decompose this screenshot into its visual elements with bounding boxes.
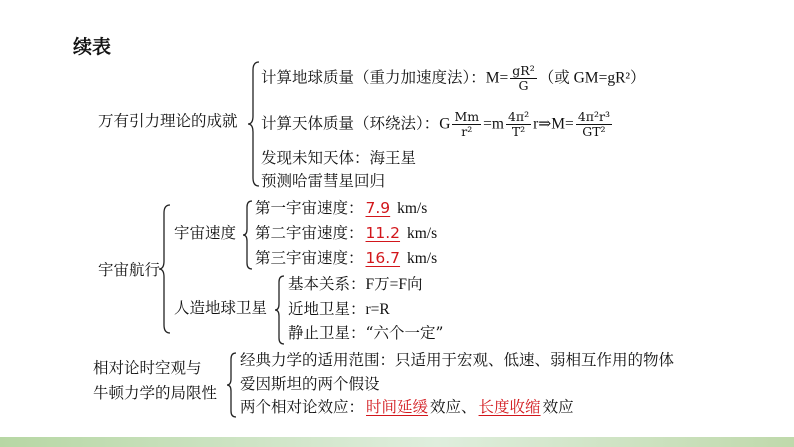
- celestial-fraction-2-num: 4π²: [507, 109, 530, 124]
- first-cosmic-speed-label: 第一宇宙速度：: [255, 199, 364, 217]
- relativity-effects: [240, 400, 574, 416]
- relativity-label-line1: 相对论时空观与: [93, 359, 202, 377]
- predict-comet-item: 预测哈雷彗星回归: [261, 172, 386, 190]
- discover-planet-item: 发现未知天体：海王星: [261, 149, 417, 167]
- cosmic-speed-brace: [242, 199, 254, 271]
- first-cosmic-speed: [255, 201, 427, 217]
- earth-mass-denominator: G: [518, 77, 529, 93]
- basic-relation-label: 基本关系：: [288, 275, 366, 293]
- celestial-fraction-1: [452, 110, 481, 139]
- earth-mass-eq-lhs: M=: [485, 69, 509, 87]
- relativity-brace: [226, 351, 238, 419]
- space-travel-brace: [158, 203, 172, 335]
- earth-mass-fraction: [510, 64, 536, 93]
- second-cosmic-speed: [255, 226, 437, 242]
- einstein-postulates: 爱因斯坦的两个假设: [240, 375, 380, 393]
- basic-relation-item: [288, 277, 423, 293]
- geostationary-satellite-label: 静止卫星：: [288, 324, 366, 342]
- first-cosmic-speed-unit: km/s: [397, 200, 428, 217]
- earth-mass-label: 计算地球质量（重力加速度法）：: [261, 68, 486, 87]
- celestial-fraction-2-den: T²: [511, 123, 526, 139]
- relativity-effects-label: 两个相对论效应：: [240, 398, 365, 416]
- earth-mass-numerator: gR²: [512, 63, 535, 78]
- celestial-mass-arrow: r⇒M=: [533, 115, 574, 133]
- satellite-brace: [274, 274, 286, 346]
- third-cosmic-speed-label: 第三宇宙速度：: [255, 249, 364, 267]
- celestial-fraction-3: [576, 110, 612, 139]
- relativity-effects-mid: 效应、: [430, 398, 477, 416]
- celestial-fraction-2: [506, 110, 531, 139]
- near-earth-satellite-item: [288, 302, 390, 318]
- classical-mechanics-scope: 经典力学的适用范围：只适用于宏观、低速、弱相互作用的物体: [240, 351, 675, 369]
- cosmic-speed-label: 宇宙速度: [174, 224, 237, 242]
- celestial-mass-item: [261, 110, 614, 139]
- space-travel-label: 宇宙航行: [98, 261, 161, 279]
- celestial-fraction-1-num: Mm: [454, 109, 480, 124]
- achievements-label: 万有引力理论的成就: [98, 112, 238, 130]
- first-cosmic-speed-value: 7.9: [365, 199, 391, 217]
- achievements-brace: [247, 60, 261, 188]
- relativity-label-line2: 牛顿力学的局限性: [93, 384, 218, 402]
- third-cosmic-speed-value: 16.7: [365, 249, 401, 267]
- third-cosmic-speed: [255, 251, 437, 267]
- geostationary-satellite-item: [288, 326, 443, 342]
- page-heading: 续表: [73, 36, 112, 58]
- celestial-mass-label: 计算天体质量（环绕法）：: [261, 114, 440, 133]
- second-cosmic-speed-label: 第二宇宙速度：: [255, 224, 364, 242]
- celestial-fraction-1-den: r²: [461, 123, 473, 139]
- third-cosmic-speed-unit: km/s: [406, 250, 438, 267]
- basic-relation-value: F万=F向: [365, 276, 423, 293]
- satellite-label: 人造地球卫星: [174, 299, 268, 317]
- celestial-fraction-3-den: GT²: [582, 123, 606, 139]
- celestial-mass-g: G: [439, 115, 451, 133]
- celestial-mass-mid: =m: [483, 115, 504, 133]
- second-cosmic-speed-value: 11.2: [365, 224, 401, 242]
- celestial-fraction-3-num: 4π²r³: [577, 109, 610, 124]
- length-contraction-fill: 长度收缩: [478, 398, 541, 416]
- near-earth-satellite-value: r=R: [365, 301, 390, 318]
- footer-band: [0, 437, 794, 447]
- relativity-effects-tail: 效应: [542, 398, 574, 416]
- second-cosmic-speed-unit: km/s: [406, 225, 438, 242]
- earth-mass-item: [261, 64, 646, 93]
- time-dilation-fill: 时间延缓: [366, 398, 429, 416]
- geostationary-satellite-value: “六个一定”: [365, 324, 444, 342]
- near-earth-satellite-label: 近地卫星：: [288, 300, 366, 318]
- earth-mass-tail: （或 GM=gR²）: [538, 69, 646, 87]
